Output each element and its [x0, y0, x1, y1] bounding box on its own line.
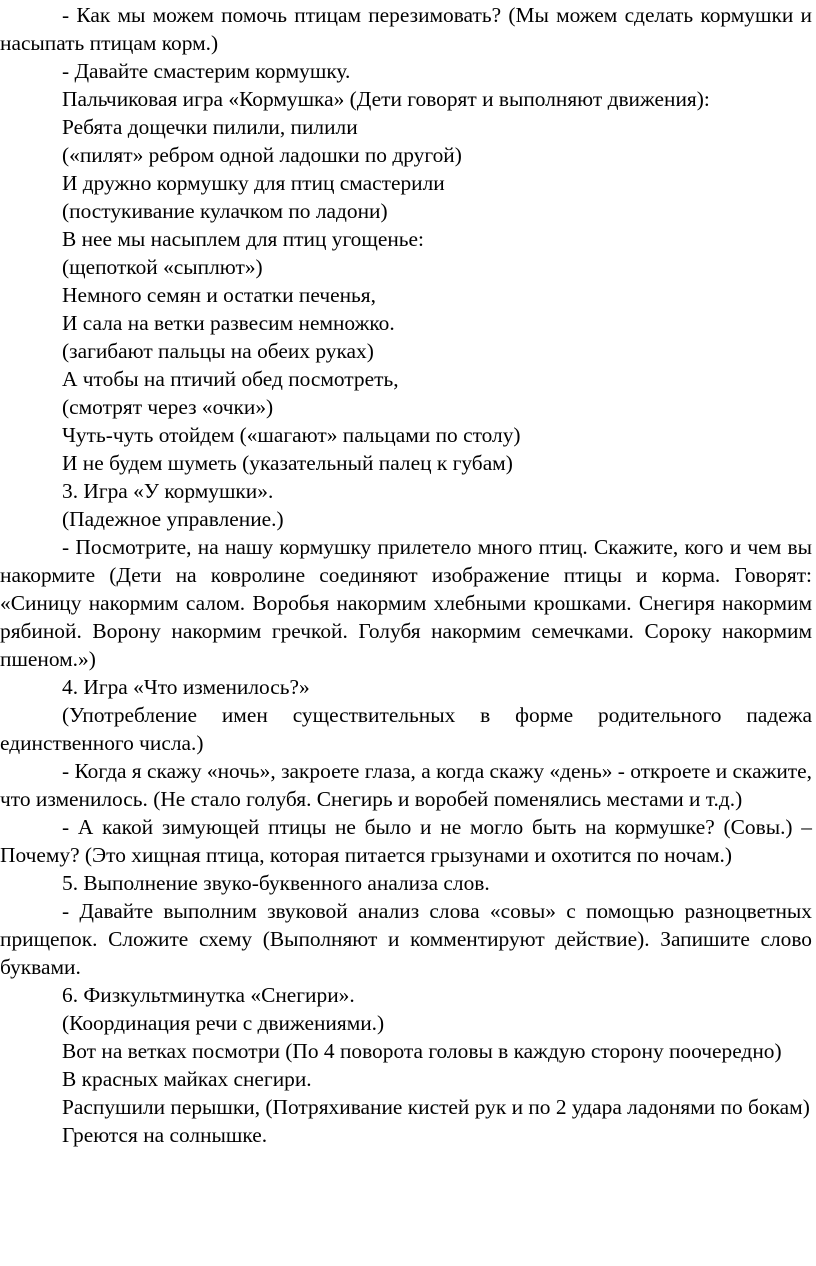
- paragraph-7: (постукивание кулачком по ладони): [62, 199, 388, 223]
- section-heading-4: 4. Игра «Что изменилось?»: [62, 675, 310, 699]
- paragraph-31: Греются на солнышке.: [62, 1123, 268, 1147]
- paragraph-5: («пилят» ребром одной ладошки по другой): [62, 143, 462, 167]
- paragraph-3: Пальчиковая игра «Кормушка» (Дети говорят и выполняют движения):: [62, 87, 710, 111]
- paragraph-2: - Давайте смастерим кормушку.: [62, 59, 351, 83]
- paragraph-1: - Как мы можем помочь птицам перезимовать? (Мы можем сделать кормушки и насыпать птицам корм.): [0, 3, 812, 55]
- paragraph-16: И не будем шуметь (указательный палец к губам): [62, 451, 513, 475]
- paragraph-14: (смотрят через «очки»): [62, 395, 274, 419]
- paragraph-11: И сала на ветки развесим немножко.: [62, 311, 395, 335]
- paragraph-29: В красных майках снегири.: [62, 1067, 312, 1091]
- section-heading-3: 3. Игра «У кормушки».: [62, 479, 274, 503]
- paragraph-10: Немного семян и остатки печенья,: [62, 283, 376, 307]
- section-heading-5: 5. Выполнение звуко-буквенного анализа слов.: [62, 871, 490, 895]
- paragraph-12: (загибают пальцы на обеих руках): [62, 339, 374, 363]
- paragraph-9: (щепоткой «сыплют»): [62, 255, 263, 279]
- paragraph-8: В нее мы насыплем для птиц угощенье:: [62, 227, 424, 251]
- paragraph-19: - Посмотрите, на нашу кормушку прилетело много птиц. Скажите, кого и чем вы накормите (Дети на ковролине соединяют изображение птицы и корма. Говорят: «Синицу накормим салом. Воробья накормим хлебными крошками. Снегиря накормим рябиной. Ворону накормим гречкой. Голубя накормим семечками. Сороку накормим пшеном.»): [0, 535, 812, 671]
- paragraph-13: А чтобы на птичий обед посмотреть,: [62, 367, 399, 391]
- paragraph-22: - Когда я скажу «ночь», закроете глаза, а когда скажу «день» - откроете и скажите, что изменилось. (Не стало голубя. Снегирь и воробей поменялись местами и т.д.): [0, 759, 812, 811]
- section-heading-6: 6. Физкультминутка «Снегири».: [62, 983, 355, 1007]
- paragraph-15: Чуть-чуть отойдем («шагают» пальцами по столу): [62, 423, 521, 447]
- paragraph-28: Вот на ветках посмотри (По 4 поворота головы в каждую сторону поочередно): [62, 1039, 782, 1063]
- paragraph-6: И дружно кормушку для птиц смастерили: [62, 171, 445, 195]
- paragraph-27: (Координация речи с движениями.): [62, 1011, 385, 1035]
- paragraph-25: - Давайте выполним звуковой анализ слова «совы» с помощью разноцветных прищепок. Сложите схему (Выполняют и комментируют действие). Запишите слово буквами.: [0, 899, 812, 979]
- paragraph-21: (Употребление имен существительных в форме родительного падежа единственного числа.): [0, 703, 812, 755]
- paragraph-18: (Падежное управление.): [62, 507, 284, 531]
- paragraph-23: - А какой зимующей птицы не было и не могло быть на кормушке? (Совы.) – Почему? (Это хищная птица, которая питается грызунами и охотится по ночам.): [0, 815, 812, 867]
- paragraph-30: Распушили перышки, (Потряхивание кистей рук и по 2 удара ладонями по бокам): [62, 1095, 810, 1119]
- paragraph-4: Ребята дощечки пилили, пилили: [62, 115, 358, 139]
